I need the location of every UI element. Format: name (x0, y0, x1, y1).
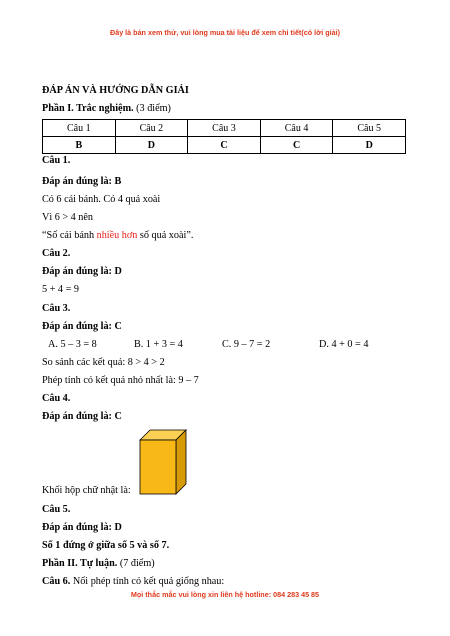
q3-line1: So sánh các kết quả: 8 > 4 > 2 (42, 357, 165, 368)
q4-caption: Khối hộp chữ nhật là: (42, 485, 131, 496)
q1-quote-post: số quả xoài”. (137, 230, 194, 241)
answer-table (42, 119, 406, 154)
q6-heading: Câu 6. (42, 576, 71, 587)
table-answer-cell: B (43, 137, 116, 154)
q3-option-a: A. 5 – 3 = 8 (48, 339, 97, 350)
q1-quote-highlight: nhiều hơn (96, 230, 138, 241)
part1-heading (42, 102, 171, 115)
table-answer-cell: C (188, 137, 261, 154)
q3-answer: Đáp án đúng là: C (42, 321, 122, 332)
q1-answer: Đáp án đúng là: B (42, 176, 122, 187)
document-title: ĐÁP ÁN VÀ HƯỚNG DẪN GIẢI (42, 85, 189, 96)
q2-heading: Câu 2. (42, 248, 71, 259)
q1-line2: Vì 6 > 4 nên (42, 212, 94, 223)
q1-quote-pre: “Số cái bánh (42, 230, 97, 241)
q6-line (42, 575, 224, 588)
table-header-cell: Câu 1 (43, 120, 116, 137)
q3-option-c: C. 9 – 7 = 2 (222, 339, 271, 350)
preview-banner: Đây là bản xem thử, vui lòng mua tài liệu để xem chi tiết(có lời giải) (110, 28, 340, 37)
q5-line1: Số 1 đứng ở giữa số 5 và số 7. (42, 540, 170, 551)
answer-table-header-row (43, 120, 406, 137)
part2-points: (7 điểm) (117, 558, 155, 569)
q1-line1: Có 6 cái bánh. Có 4 quả xoài (42, 194, 161, 205)
q1-quote (42, 229, 193, 242)
q1-heading: Câu 1. (42, 155, 71, 166)
q3-option-b: B. 1 + 3 = 4 (134, 339, 183, 350)
q2-line1: 5 + 4 = 9 (42, 284, 79, 295)
table-header-cell: Câu 4 (260, 120, 333, 137)
q3-heading: Câu 3. (42, 303, 71, 314)
hotline-banner: Mọi thắc mắc vui lòng xin liên hệ hotline: 084 283 45 85 (130, 590, 320, 599)
part1-label: Phần I. Trắc nghiệm. (42, 103, 134, 114)
table-answer-cell: D (333, 137, 406, 154)
q5-answer: Đáp án đúng là: D (42, 522, 122, 533)
box-front-face (140, 440, 176, 494)
table-answer-cell: D (115, 137, 188, 154)
answer-table-answer-row (43, 137, 406, 154)
table-header-cell: Câu 5 (333, 120, 406, 137)
table-header-cell: Câu 2 (115, 120, 188, 137)
q3-line2: Phép tính có kết quả nhỏ nhất là: 9 – 7 (42, 375, 199, 386)
table-answer-cell: C (260, 137, 333, 154)
q5-heading: Câu 5. (42, 504, 71, 515)
box-side-face (176, 430, 186, 494)
q2-answer: Đáp án đúng là: D (42, 266, 122, 277)
q4-heading: Câu 4. (42, 393, 71, 404)
q6-text: Nối phép tính có kết quả giống nhau: (70, 576, 225, 587)
part2-label: Phần II. Tự luận. (42, 558, 118, 569)
rectangular-box-figure (138, 428, 188, 496)
q4-answer: Đáp án đúng là: C (42, 411, 122, 422)
part1-points: (3 điểm) (133, 103, 171, 114)
q3-option-d: D. 4 + 0 = 4 (319, 339, 369, 350)
table-header-cell: Câu 3 (188, 120, 261, 137)
part2-heading (42, 557, 155, 570)
